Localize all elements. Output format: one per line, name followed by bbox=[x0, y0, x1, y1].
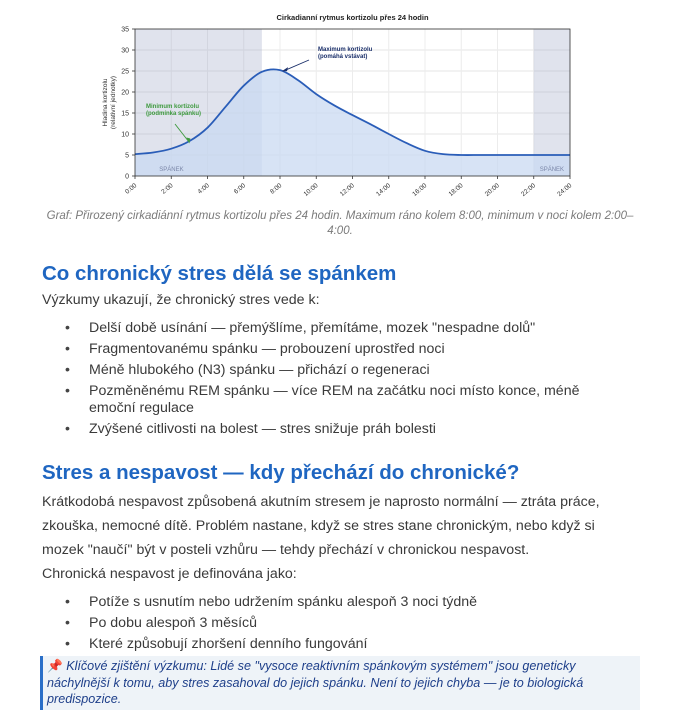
x-tick-label: 14:00 bbox=[375, 182, 393, 198]
sleep-region bbox=[534, 29, 570, 176]
max-annotation: (pomáhá vstávat) bbox=[318, 54, 368, 60]
section-heading-chronic-stress: Co chronický stres dělá se spánkem bbox=[42, 262, 397, 285]
max-annotation: Maximum kortizolu bbox=[318, 47, 373, 53]
list-item: • Fragmentovanému spánku — probouzení uprostřed noci bbox=[42, 341, 642, 358]
section2-paragraph: Krátkodobá nespavost způsobená akutním stresem je naprosto normální — ztráta práce, zkouška, nemocné dítě. Problém nastane, když se stres stane chronickým, nebo když si mozek "naučí" být v posteli vzhůru — tehdy přechází v chronickou nespavost. bbox=[42, 494, 600, 558]
x-tick-label: 20:00 bbox=[483, 182, 501, 198]
section2-definition-intro: Chronická nespavost je definována jako: bbox=[42, 566, 297, 582]
y-tick-label: 20 bbox=[121, 89, 129, 97]
chart-title: Cirkadianní rytmus kortizolu přes 24 hodin bbox=[276, 13, 429, 22]
list-item: • Zvýšené citlivosti na bolest — stres snižuje práh bolesti bbox=[42, 421, 642, 438]
x-tick-label: 8:00 bbox=[269, 182, 284, 196]
x-tick-label: 6:00 bbox=[232, 182, 248, 196]
list-item: • Které způsobují zhoršení denního fungování bbox=[42, 636, 642, 653]
x-tick-label: 16:00 bbox=[411, 182, 429, 198]
y-tick-label: 35 bbox=[121, 26, 129, 34]
list-item: • Delší době usínání — přemýšlíme, přemítáme, mozek "nespadne dolů" bbox=[42, 320, 642, 337]
list-item: • Potíže s usnutím nebo udržením spánku alespoň 3 noci týdně bbox=[42, 594, 642, 611]
y-tick-label: 15 bbox=[121, 110, 129, 118]
x-tick-label: 22:00 bbox=[520, 182, 538, 198]
y-axis-label: Hladina kortizolu bbox=[102, 78, 109, 127]
y-tick-label: 0 bbox=[125, 173, 129, 181]
section1-intro: Výzkumy ukazují, že chronický stres vede k: bbox=[42, 292, 320, 308]
x-tick-label: 10:00 bbox=[302, 182, 320, 198]
y-axis-label: (relativní jednotky) bbox=[110, 75, 117, 130]
list-item: • Po dobu alespoň 3 měsíců bbox=[42, 615, 642, 632]
cortisol-chart bbox=[0, 0, 680, 205]
list-item: • Pozměněnému REM spánku — více REM na začátku noci místo konce, méně emoční regulace bbox=[42, 383, 642, 417]
min-annotation: (podmínka spánku) bbox=[146, 111, 202, 117]
section1-list bbox=[42, 320, 642, 442]
x-tick-label: 12:00 bbox=[338, 182, 356, 198]
y-tick-label: 25 bbox=[121, 68, 129, 76]
x-tick-label: 2:00 bbox=[160, 182, 175, 196]
sleep-label: SPÁNEK bbox=[539, 167, 565, 173]
x-tick-label: 0:00 bbox=[124, 182, 139, 196]
y-tick-label: 30 bbox=[121, 47, 129, 55]
x-tick-label: 4:00 bbox=[196, 182, 211, 196]
min-annotation: Minimum kortizolu bbox=[146, 104, 199, 110]
x-tick-label: 18:00 bbox=[447, 182, 465, 198]
callout-text: Klíčové zjištění výzkumu: Lidé se "vysoce reaktivním spánkovým systémem" jsou geneticky náchylnější k tomu, aby stres zasahoval do jejich spánku. Není to jejich chyba — je to biologická predispozice. bbox=[47, 659, 584, 706]
chart-svg bbox=[0, 0, 680, 205]
section-heading-insomnia: Stres a nespavost — kdy přechází do chronické? bbox=[42, 461, 520, 484]
section2-list bbox=[42, 594, 642, 657]
pushpin-icon: 📌 bbox=[47, 659, 63, 673]
key-finding-callout bbox=[40, 656, 640, 710]
y-tick-label: 10 bbox=[121, 131, 129, 139]
list-item: • Méně hlubokého (N3) spánku — přichází o regeneraci bbox=[42, 362, 642, 379]
chart-caption: Graf: Přirozený cirkadiánní rytmus kortizolu přes 24 hodin. Maximum ráno kolem 8:00, minimum v noci kolem 2:00–4:00. bbox=[46, 210, 634, 237]
y-tick-label: 5 bbox=[125, 152, 129, 160]
x-tick-label: 24:00 bbox=[556, 182, 574, 198]
sleep-label: SPÁNEK bbox=[159, 167, 184, 173]
